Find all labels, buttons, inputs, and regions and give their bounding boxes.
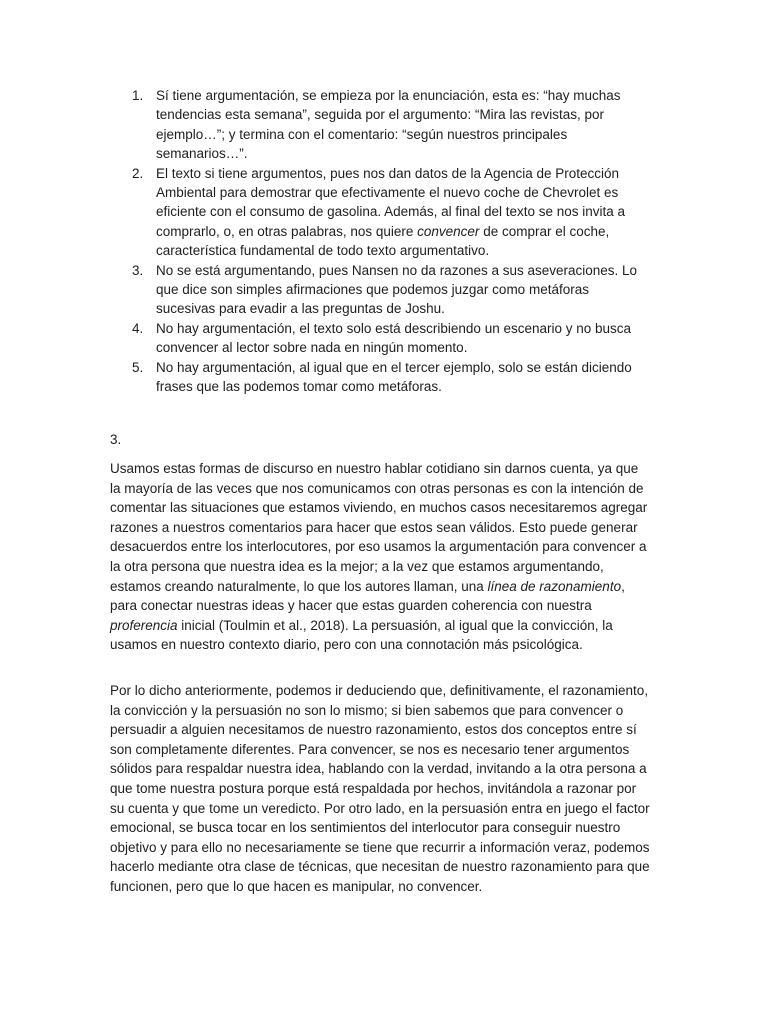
numbered-answer-list (120, 86, 640, 397)
list-item-text: Sí tiene argumentación, se empieza por la enunciación, esta es: “hay muchas tendencias esta semana”, seguida por el argumento: “Mira las revistas, por ejemplo…”; y termina con el comentario: “según nuestros principales semanarios…”. (156, 88, 621, 162)
body-paragraph-2: Por lo dicho anteriormente, podemos ir deduciendo que, definitivamente, el razonamiento, la convicción y la persuasión no son lo mismo; si bien sabemos que para convencer o persuadir a alguien necesitamos de nuestro razonamiento, estos dos conceptos entre sí son completamente diferentes. Para convencer, se nos es necesario tener argumentos sólidos para respaldar nuestra idea, hablando con la verdad, invitando a la otra persona a que tome nuestra postura porque está respaldada por hechos, invitándola a razonar por su cuenta y que tome un veredicto. Por otro lado, en la persuasión entra en juego el factor emocional, se busca tocar en los sentimientos del interlocutor para conseguir nuestro objetivo y para ello no necesariamente se tiene que recurrir a información veraz, podemos hacerlo mediante otra clase de técnicas, que necesitan de nuestro razonamiento para que funcionen, pero que lo que hacen es manipular, no convencer. (110, 683, 650, 894)
list-item (120, 86, 640, 164)
list-item-text: No hay argumentación, al igual que en el tercer ejemplo, solo se están diciendo frases que las podemos tomar como metáforas. (156, 359, 632, 395)
list-item-text: No hay argumentación, el texto solo está describiendo un escenario y no busca convencer al lector sobre nada en ningún momento. (156, 320, 632, 356)
list-item (120, 261, 640, 319)
section-number: 3. (110, 432, 122, 447)
list-item-text: No se está argumentando, pues Nansen no da razones a sus aseveraciones. Lo que dice son simples afirmaciones que podemos juzgar como metáforas sucesivas para evadir a las preguntas de Joshu. (156, 262, 638, 317)
list-item-text: El texto si tiene argumentos, pues nos dan datos de la Agencia de Protección Ambiental para demostrar que efectivamente el nuevo coche de Chevrolet es eficiente con el consumo de gasolina. Además, al final del texto se nos invita a comprarlo, o, en otras palabras, nos quiere convencer de comprar el coche, característica fundamental de todo texto argumentativo. (156, 165, 626, 259)
list-item (120, 358, 640, 397)
list-item-number: 2. (132, 165, 144, 181)
list-item (120, 164, 640, 261)
emphasis-proferencia: proferencia (110, 617, 178, 633)
list-item-number: 4. (132, 320, 144, 336)
body-paragraph-1: Usamos estas formas de discurso en nuestro hablar cotidiano sin darnos cuenta, ya que la mayoría de las veces que nos comunicamos con otras personas es con la intención de comentar las situaciones que estamos viviendo, en muchos casos necesitaremos agregar razones a nuestros comentarios para hacer que estos sean válidos. Esto puede generar desacuerdos entre los interlocutores, por eso usamos la argumentación para convencer a la otra persona que nuestra idea es la mejor; a la vez que estamos argumentando, estamos creando naturalmente, lo que los autores llaman, una línea de razonamiento, para conectar nuestras ideas y hacer que estas guarden coherencia con nuestra proferencia inicial (Toulmin et al., 2018). La persuasión, al igual que la convicción, la usamos en nuestro contexto diario, pero con una connotación más psicológica. (110, 461, 648, 653)
list-item-number: 5. (132, 359, 144, 375)
emphasis-convencer: convencer (417, 223, 480, 239)
list-item-number: 1. (132, 88, 144, 103)
list-item-number: 3. (132, 262, 144, 278)
emphasis-linea-de-razonamiento: línea de razonamiento (487, 578, 622, 594)
list-item (120, 319, 640, 358)
